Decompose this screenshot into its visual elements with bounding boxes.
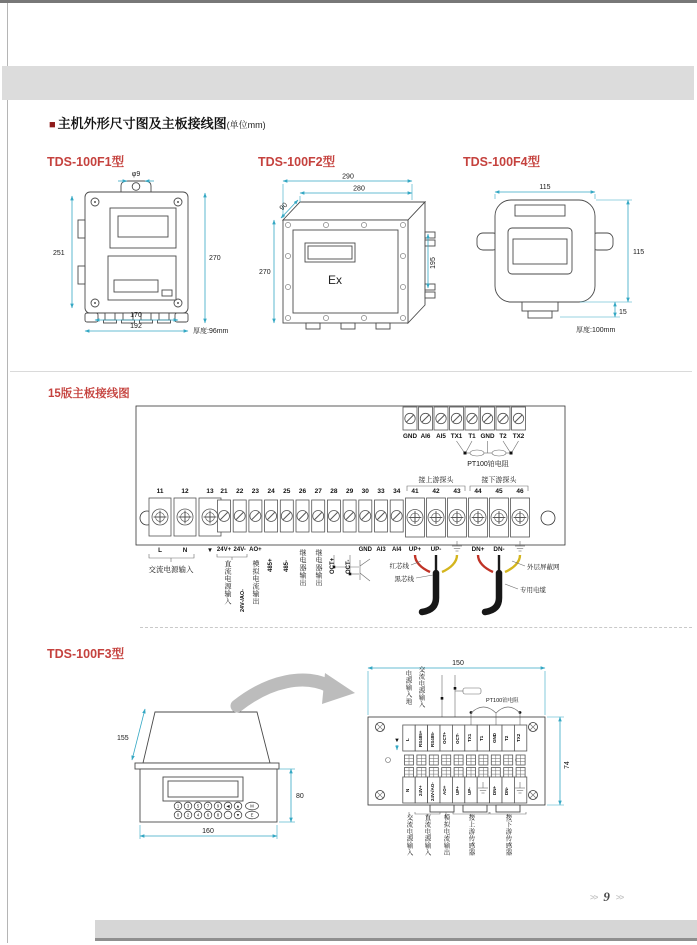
f4-dim-height: 115	[633, 249, 645, 256]
f3-cell-upm: UP-	[467, 787, 472, 795]
footer-edge-line	[95, 938, 697, 941]
arrow-body	[237, 680, 329, 706]
page-number: 9	[603, 889, 610, 904]
terminal-number: 29	[345, 488, 354, 495]
ground-triangle-icon: ▼	[394, 738, 400, 744]
earth-ground-icon	[452, 541, 462, 551]
f3-cell-rs485m: RS485-	[430, 731, 435, 747]
terminal-label: UP-	[430, 546, 442, 553]
f3-dim-width: 160	[202, 828, 214, 835]
wire-lug-icon	[463, 688, 481, 694]
f4-dim-base: 15	[619, 309, 627, 316]
label-dc-input: 直流电源输入	[224, 560, 231, 605]
f3-cell-L: L	[405, 738, 410, 741]
terminal-label: AI3	[376, 547, 386, 553]
f1-dim-hole: φ9	[131, 171, 141, 178]
pager-left-chevrons: >>	[590, 892, 598, 902]
terminal-number: 24	[267, 488, 275, 495]
f4-dimension-drawing	[460, 178, 645, 338]
terminal-number: 43	[453, 488, 461, 495]
page-number-row	[590, 889, 623, 905]
pt100-label: PT100铂电阻	[467, 461, 509, 468]
label-relay-output-1: 继电器输出	[299, 549, 306, 587]
ac-input-label: 交流电源输入	[148, 565, 194, 574]
terminal-number: 30	[361, 488, 369, 495]
f3-ann-dc: 直流电源输入	[423, 814, 431, 856]
keypad-key-label: ▲	[235, 803, 241, 809]
f3-cell-octp: OCT+	[442, 731, 447, 744]
shield-label: 外层屏蔽网	[527, 564, 560, 571]
f4-thickness: 厚度:100mm	[576, 327, 616, 334]
terminal-label: GND	[358, 547, 372, 553]
transition-arrow	[225, 668, 360, 728]
red-core-wire	[415, 555, 430, 572]
terminal-label: ▼	[206, 547, 214, 554]
keypad-key-label: 5	[196, 803, 200, 809]
f3-cell-upp: UP+	[455, 786, 460, 795]
keypad-key-label: ▼	[235, 812, 241, 818]
f2-enclosure-outline	[283, 202, 435, 329]
red-wire-label: 红芯线	[389, 563, 409, 570]
earth-ground-icon	[515, 541, 525, 551]
f3-dim-depth: 155	[117, 735, 129, 742]
f3-cell-tx1: TX1	[467, 733, 472, 742]
label-analog-output: 模拟电流输出	[252, 560, 259, 605]
terminal-label: 24V+	[216, 547, 232, 553]
mainboard-wiring-diagram	[133, 398, 693, 630]
f2-dim-right: 195	[430, 257, 437, 269]
terminal-number: 12	[181, 488, 189, 495]
f3-cell-gnd: GND	[492, 733, 497, 743]
terminal-label: AI5	[436, 433, 446, 440]
f3-cell-tx2: TX2	[516, 733, 521, 742]
header-band	[2, 66, 694, 100]
ground-icons	[452, 541, 525, 551]
terminal-number: 23	[251, 488, 260, 495]
keypad-key-label: 4	[196, 812, 200, 818]
f1-enclosure-outline	[78, 181, 188, 323]
keypad-key-label: 2	[186, 812, 190, 818]
section-divider	[10, 371, 692, 372]
terminal-label: L	[158, 547, 162, 554]
mainboard-annotations	[149, 554, 248, 574]
f3-cell-24vp: 24V+	[418, 785, 423, 796]
f3-rear-dim-height: 74	[564, 761, 571, 769]
title-text: 主机外形尺寸图及主板接线图	[57, 116, 227, 131]
terminal-number: 42	[432, 488, 440, 495]
mainboard-mid-terminals	[217, 488, 403, 553]
f3-dim-height: 80	[296, 793, 304, 800]
upstream-cable	[422, 573, 436, 612]
f1-dim-inner-width: 170	[130, 312, 142, 319]
red-core-wire	[478, 555, 493, 572]
f1-dim-outer-width: 192	[130, 323, 142, 330]
f3-cell-aop: AO+	[442, 785, 447, 795]
label-485-plus: 485+	[268, 558, 274, 572]
page-title	[49, 113, 266, 132]
probe-cables	[390, 555, 561, 612]
f3-top-ann-ac: 交流电源输入	[417, 666, 425, 708]
f1-dimension-drawing	[50, 168, 255, 368]
title-bullet-icon: ■	[49, 119, 56, 131]
terminal-label: GND	[480, 433, 495, 440]
terminal-label: T1	[468, 433, 476, 440]
f3-cell-dnp: DN+	[492, 785, 497, 795]
terminal-label: UP+	[408, 546, 422, 553]
terminal-label: TX2	[512, 433, 525, 440]
f2-dim-depth: 90	[278, 201, 290, 213]
keypad-key-label: 0	[176, 812, 180, 818]
f2-dimension-drawing	[258, 172, 458, 337]
f3-cell-t1: T1	[479, 735, 484, 741]
heading-f2: TDS-100F2型	[258, 155, 336, 169]
terminal-number: 21	[220, 488, 228, 495]
f3-cell-rs485p: RS485+	[418, 730, 423, 747]
terminal-label: T2	[499, 433, 507, 440]
f3-ann-ac: 交流电源输入	[405, 814, 413, 856]
terminal-label: AI4	[392, 547, 402, 553]
f3-cell-t2: T2	[504, 735, 509, 741]
downstream-label: 接下游探头	[481, 477, 517, 484]
f1-thickness: 厚度:96mm	[193, 328, 229, 335]
f3-cell-N: N	[405, 788, 410, 792]
f3-pt100-label: PT100铂电阻	[486, 698, 519, 704]
keypad-key-label: 1	[176, 803, 180, 809]
terminal-label: DN-	[493, 546, 505, 553]
terminal-number: 25	[283, 488, 291, 495]
f3-cell-24vm: 24V-/AO-	[430, 782, 435, 801]
black-wire-label: 黑芯线	[394, 576, 414, 583]
upstream-label: 接上游探头	[418, 477, 454, 484]
f3-terminal-contacts	[405, 755, 526, 778]
shield-wire	[442, 555, 457, 572]
downstream-cable	[485, 573, 499, 612]
terminal-number: 28	[330, 488, 338, 495]
label-oct-plus: OCT+	[330, 557, 336, 574]
cable-label: 专用电缆	[520, 587, 546, 594]
f1-dim-left: 251	[53, 250, 65, 257]
terminal-number: 41	[411, 488, 419, 495]
f3-cell-dnm: DN-	[504, 787, 509, 795]
label-relay-output-2: 继电器输出	[315, 549, 322, 587]
arrow-head	[322, 673, 355, 704]
f4-dim-width: 115	[539, 184, 551, 191]
terminal-number: 46	[516, 488, 524, 495]
heading-wiring: 15版主板接线图	[48, 388, 130, 400]
terminal-number: 45	[495, 488, 503, 495]
f3-rear-dim-width: 150	[452, 660, 464, 667]
mainboard-top-terminal-strip	[403, 407, 526, 440]
terminal-number: 26	[298, 488, 307, 495]
page-left-border	[7, 3, 8, 943]
f3-rear-top-symbols	[441, 675, 522, 725]
heading-f1: TDS-100F1型	[47, 155, 125, 169]
terminal-cell	[477, 777, 489, 803]
f2-dim-left: 270	[259, 269, 271, 276]
keypad-key-label: 6	[206, 812, 210, 818]
terminal-label: TX1	[450, 433, 463, 440]
mainboard-power-terminals	[149, 488, 221, 554]
terminal-number: 27	[314, 488, 322, 495]
pager-right-chevrons: >>	[615, 892, 624, 902]
terminal-label: N	[182, 547, 188, 554]
f2-ex-label: Ex	[328, 273, 343, 287]
footer-band	[95, 920, 697, 939]
terminal-number: 34	[393, 488, 401, 495]
label-485-minus: 485-	[284, 559, 290, 572]
terminal-label: AO+	[249, 547, 262, 553]
keypad-key-label: 8	[216, 812, 220, 818]
f3-ann-downstream: 接下游传感器	[504, 814, 512, 856]
mainboard-probe-terminals	[406, 488, 530, 553]
terminal-number: 13	[206, 488, 214, 495]
heading-f3: TDS-100F3型	[47, 647, 125, 661]
f4-enclosure-outline	[477, 200, 613, 318]
keypad-key-label: .	[227, 812, 229, 818]
f3-cell-octm: OCT-	[455, 733, 460, 744]
f3-top-ann-ground: 电源输入地	[404, 670, 412, 705]
terminal-number: 22	[236, 488, 244, 495]
pt100-symbol	[457, 441, 519, 468]
terminal-number: 11	[156, 488, 164, 495]
f1-dim-right: 270	[209, 255, 221, 262]
f3-ann-upstream: 接上游传感器	[467, 814, 475, 856]
heading-f4: TDS-100F4型	[463, 155, 541, 169]
f3-ann-ao: 模拟电流输出	[442, 814, 450, 856]
title-unit: (单位mm)	[226, 120, 266, 130]
label-24v-ao: 24V-/AO-	[240, 589, 246, 612]
terminal-label: DN+	[471, 546, 485, 553]
keypad-key-label: 3	[186, 803, 190, 809]
terminal-label: AI6	[420, 433, 431, 440]
keypad-key-label: M	[250, 803, 254, 809]
terminal-label: 24V-	[233, 547, 246, 553]
keypad-key-label: ◀	[226, 803, 230, 809]
terminal-cell	[514, 777, 526, 803]
terminal-number: 33	[377, 488, 385, 495]
label-oct-minus: OCT-	[346, 559, 352, 574]
keypad-key-label: 9	[216, 803, 220, 809]
f2-dim-top2: 280	[353, 185, 365, 193]
terminal-label: GND	[403, 433, 417, 440]
keypad-key-label: 7	[206, 803, 210, 809]
terminal-number: 44	[474, 488, 482, 495]
page-top-border	[0, 0, 697, 3]
probe-brackets	[407, 475, 528, 491]
keypad-key-label: E	[250, 812, 254, 818]
f2-dim-top: 290	[342, 173, 354, 181]
